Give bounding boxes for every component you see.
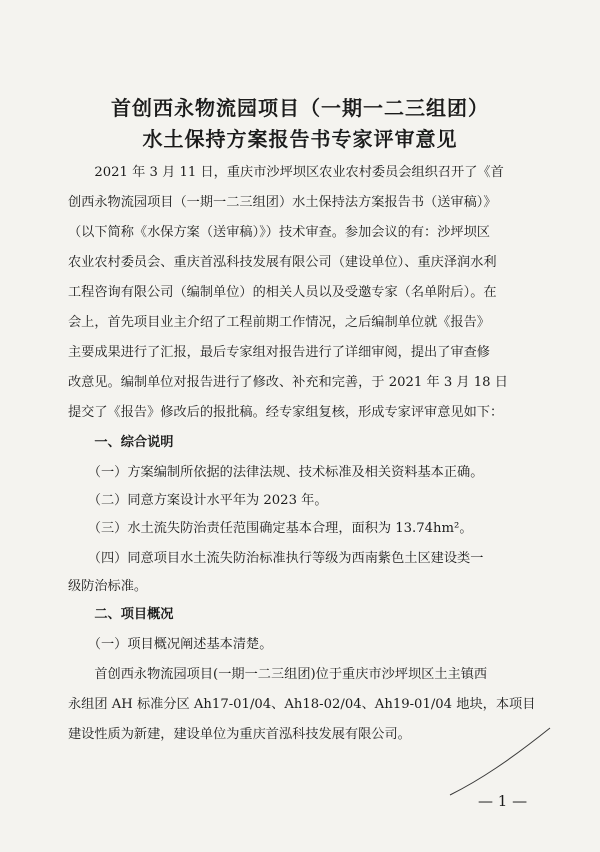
body-line: 建设性质为新建，建设单位为重庆首泓科技发展有限公司。: [68, 727, 411, 742]
body-line: 提交了《报告》修改后的报批稿。经专家组复核，形成专家评审意见如下：: [68, 405, 504, 420]
body-line: 会上，首先项目业主介绍了工程前期工作情况，之后编制单位就《报告》: [68, 315, 490, 330]
body-line: 级防治标准。: [68, 579, 148, 594]
body-line: 农业农村委员会、重庆首泓科技发展有限公司（建设单位）、重庆泽润水利: [68, 255, 497, 270]
signature-stroke: [440, 720, 560, 800]
body-line: （一）项目概况阐述基本清楚。: [68, 637, 273, 652]
section-heading: 一、综合说明: [68, 435, 174, 450]
body-line: 创西永物流园项目（一期一二三组团）水土保持法方案报告书（送审稿）》: [68, 195, 497, 210]
body-line: （四）同意项目水土流失防治标准执行等级为西南紫色土区建设类一: [68, 551, 484, 566]
body-line: 永组团 AH 标准分区 Ah17-01/04、Ah18-02/04、Ah19-01/04 地块，本项目: [68, 697, 536, 712]
body-line: （一）方案编制所依据的法律法规、技术标准及相关资料基本正确。: [68, 465, 484, 480]
document-title-line2: 水土保持方案报告书专家评审意见: [142, 127, 458, 151]
body-line: （三）水土流失防治责任范围确定基本合理，面积为 13.74hm²。: [68, 521, 473, 536]
page-number: — 1 —: [478, 792, 528, 810]
body-line: 改意见。编制单位对报告进行了修改、补充和完善，于 2021 年 3 月 18 日: [68, 375, 508, 390]
body-line: 工程咨询有限公司（编制单位）的相关人员以及受邀专家（名单附后）。在: [68, 285, 497, 300]
body-line: （二）同意方案设计水平年为 2023 年。: [68, 493, 328, 508]
body-line: 首创西永物流园项目(一期一二三组团)位于重庆市沙坪坝区土主镇西: [68, 667, 488, 682]
body-line: 2021 年 3 月 11 日，重庆市沙坪坝区农业农村委员会组织召开了《首: [68, 165, 504, 180]
document-title-line1: 首创西永物流园项目（一期一二三组团）: [111, 96, 489, 120]
body-line: （以下简称《水保方案（送审稿）》）技术审查。参加会议的有：沙坪坝区: [68, 225, 490, 240]
section-heading: 二、项目概况: [68, 607, 174, 622]
body-line: 主要成果进行了汇报，最后专家组对报告进行了详细审阅，提出了审查修: [68, 345, 490, 360]
